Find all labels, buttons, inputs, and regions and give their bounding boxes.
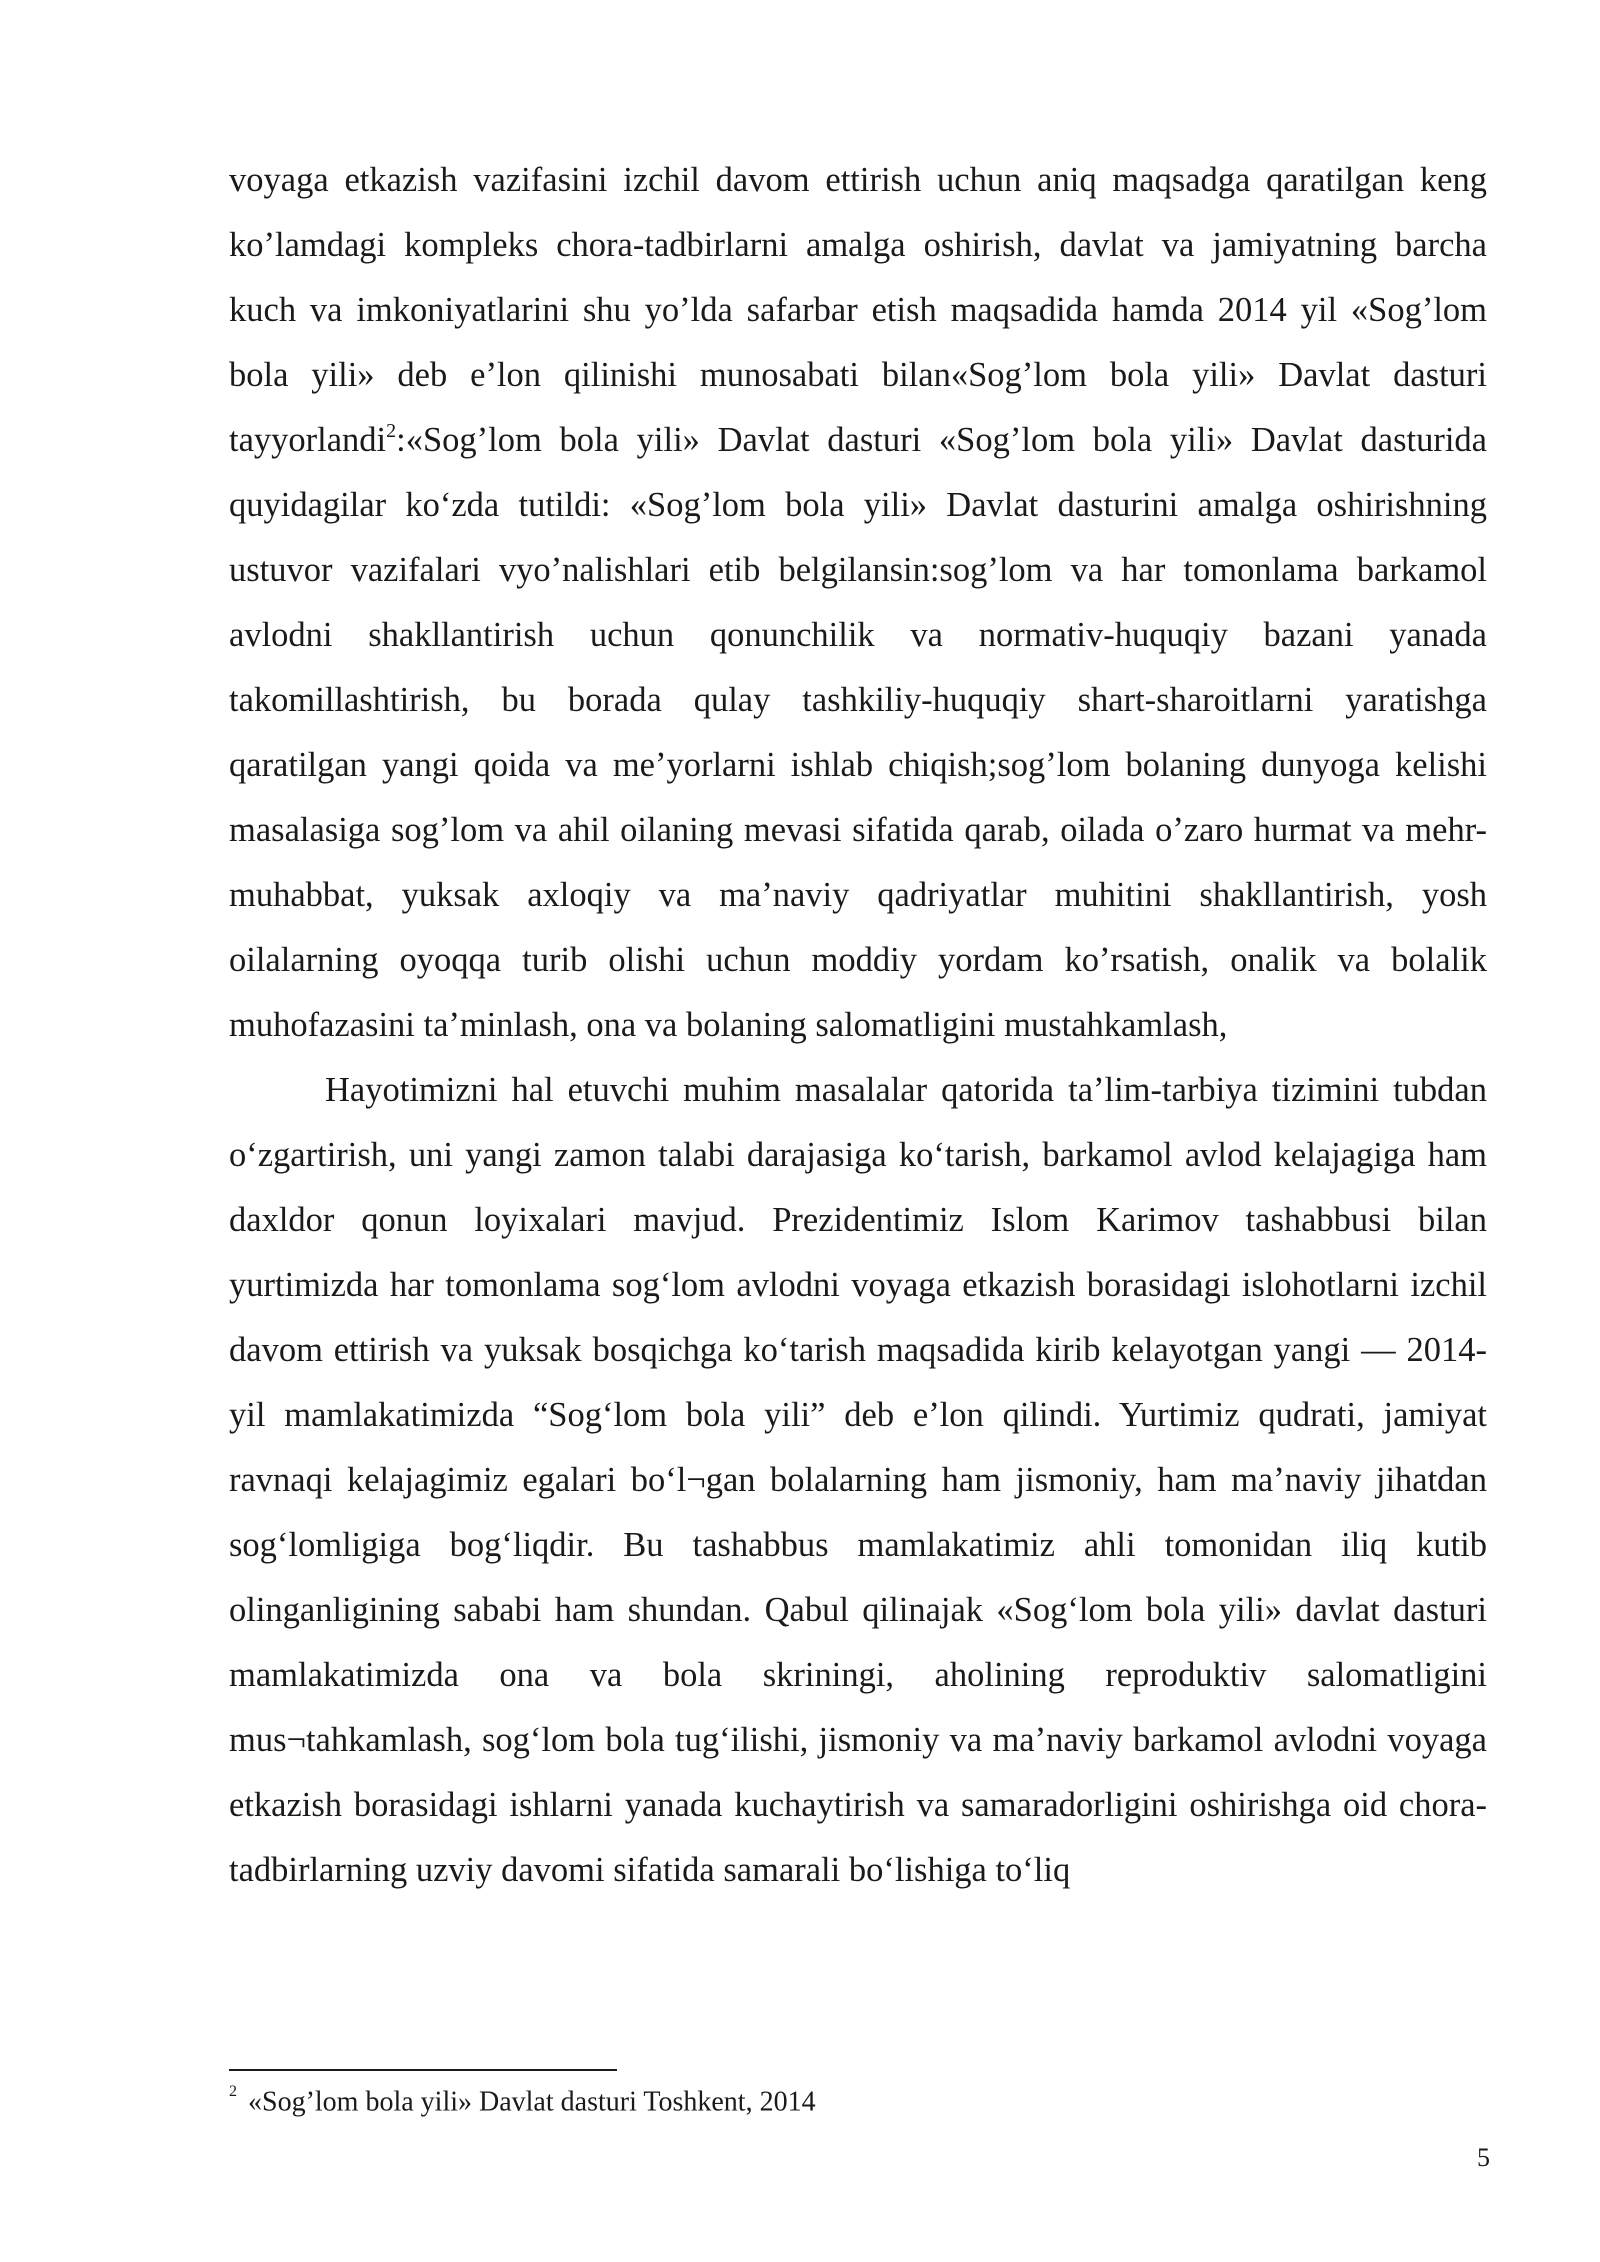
paragraph-1-text-a: voyaga etkazish vazifasini izchil davom ettirish uchun aniq maqsadga qaratilgan keng koʼlamdagi kompleks chora-tadbirlarni amalga oshirish, davlat va jamiyatning barcha kuch va imkoniyatlarini shu yoʼlda safarbar etish maqsadida hamda 2014 yil «Sogʼlom bola yili» deb eʼlon qilinishi munosabati bilan«Sogʼlom bola yili» Davlat dasturi tayyorlandi	[229, 161, 1487, 459]
footnote-separator	[229, 2069, 617, 2071]
footnote	[229, 2078, 1487, 2120]
paragraph-2: Hayotimizni hal etuvchi muhim masalalar qatorida taʼlim-tarbiya tizimini tubdan oʻzgartirish, uni yangi zamon talabi darajasiga koʻtarish, barkamol avlod kelajagiga ham daxldor qonun loyixalari mavjud. Prezidentimiz Islom Karimov tashabbusi bilan yurtimizda har tomonlama sogʻlom avlodni voyaga etkazish borasidagi islohotlarni izchil davom ettirish va yuksak bosqichga koʻtarish maqsadida kirib kelayotgan yangi — 2014-yil mamlakatimizda “Sogʻlom bola yili” deb eʼlon qilindi. Yurtimiz qudrati, jamiyat ravnaqi kelajagimiz egalari boʻl¬gan bolalarning ham jismoniy, ham maʼnaviy jihatdan sogʻlomligiga bogʻliqdir. Bu tashabbus mamlakatimiz ahli tomonidan iliq kutib olinganligining sababi ham shundan. Qabul qilinajak «Sogʻlom bola yili» davlat dasturi mamlakatimizda ona va bola skriningi, aholining reproduktiv salomatligini mus¬tahkamlash, sogʻlom bola tugʻilishi, jismoniy va maʼnaviy barkamol avlodni voyaga etkazish borasidagi ishlarni yanada kuchaytirish va samaradorligini oshirishga oid chora-tadbirlarning uzviy davomi sifatida samarali boʻlishiga toʻliq	[229, 1071, 1487, 1889]
paragraph-1-text-b: :«Sogʼlom bola yili» Davlat dasturi «Sogʼlom bola yili» Davlat dasturida quyidagilar koʻzda tutildi: «Sogʼlom bola yili» Davlat dasturini amalga oshirishning ustuvor vazifalari vyoʼnalishlari etib belgilansin:sogʼlom va har tomonlama barkamol avlodni shakllantirish uchun qonunchilik va normativ-huquqiy bazani yanada takomillashtirish, bu borada qulay tashkiliy-huquqiy shart-sharoitlarni yaratishga qaratilgan yangi qoida va meʼyorlarni ishlab chiqish;sogʼlom bolaning dunyoga kelishi masalasiga sogʼlom va ahil oilaning mevasi sifatida qarab, oilada oʼzaro hurmat va mehr-muhabbat, yuksak axloqiy va maʼnaviy qadriyatlar muhitini shakllantirish, yosh oilalarning oyoqqa turib olishi uchun moddiy yordam koʼrsatish, onalik va bolalik muhofazasini taʼminlash, ona va bolaning salomatligini mustahkamlash,	[229, 421, 1487, 1044]
footnote-text: «Sogʼlom bola yili» Davlat dasturi Toshkent, 2014	[241, 2086, 816, 2118]
body-text	[229, 148, 1487, 1903]
page-number: 5	[1477, 2143, 1490, 2172]
footnote-reference[interactable]: 2	[386, 419, 397, 442]
paragraph-1	[229, 148, 1487, 1058]
footnote-marker: 2	[229, 2083, 237, 2100]
